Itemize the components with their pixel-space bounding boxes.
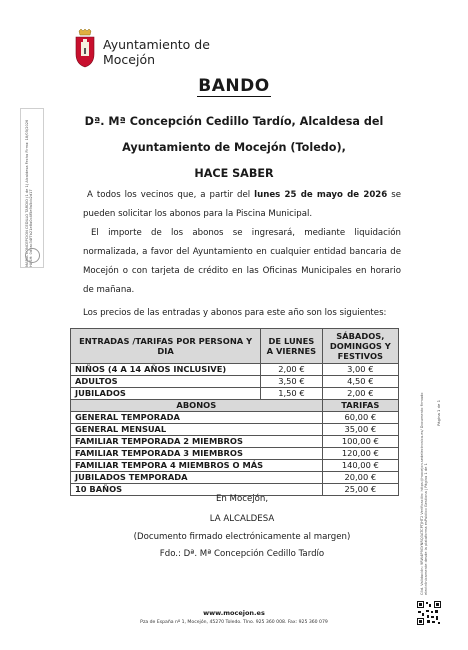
seal-text: MARIA CONCEPCION CEDILLO TARDIO (1 de 1) Alcaldesa Fecha Firma: 18/05/2026 HASH: 0d9ac34f7b21e8a0c4f5e9a5cb2d17: [25, 119, 34, 267]
seal-logo-icon: [25, 248, 40, 263]
abono-label: FAMILIAR TEMPORA 4 MIEMBROS O MÁS: [71, 460, 323, 472]
entry-label: JUBILADOS: [71, 388, 261, 400]
entry-weekday: 1,50 €: [261, 388, 322, 400]
footer-address: Pza de España nº 1, Mocejón, 45270 Toledo. Tlno. 925 360 008. Fax: 925 360 079: [140, 620, 328, 625]
org-name-line2: Mocejón: [103, 52, 156, 67]
closing-place: En Mocejón,: [215, 494, 269, 504]
qr-code-icon: [417, 601, 441, 625]
heading-line2: Ayuntamiento de Mocejón (Toledo),: [122, 141, 346, 154]
entry-weekend: 4,50 €: [322, 376, 398, 388]
closing-role: LA ALCALDESA: [209, 514, 275, 524]
table-row: [71, 388, 399, 400]
abono-price: 25,00 €: [322, 484, 398, 496]
heading-line1: Dª. Mª Concepción Cedillo Tardío, Alcaldesa del: [84, 115, 384, 128]
page-counter: Página 1 de 1: [436, 400, 441, 426]
abono-label: FAMILIAR TEMPORADA 2 MIEMBROS: [71, 436, 323, 448]
abonos-header-row: [71, 400, 399, 412]
header-weekday: DE LUNES A VIERNES: [261, 329, 322, 364]
paragraph-3: Los precios de las entradas y abonos para este año son los siguientes:: [83, 308, 387, 318]
abono-price: 60,00 €: [322, 412, 398, 424]
table-header-row: [71, 329, 399, 364]
verification-text: Cód. Validación: 9RW4P9GYNRQ3ATCPTJHT2 Verificación: https://mocejon.sedelectronica.es/ Documento firmado electrónicamente desde la plataforma esPublico Gestiona | Página 1 de 1: [420, 392, 428, 595]
org-name-line1: Ayuntamiento de: [103, 37, 210, 52]
header-abonos: ABONOS: [71, 400, 323, 412]
header-tarifas: ENTRADAS /TARIFAS POR PERSONA Y DIA: [71, 329, 261, 364]
coat-of-arms-logo: [74, 28, 96, 68]
signature-seal: [20, 108, 44, 268]
table-row: [71, 376, 399, 388]
abono-label: GENERAL TEMPORADA: [71, 412, 323, 424]
entry-weekend: 2,00 €: [322, 388, 398, 400]
table-row: [71, 364, 399, 376]
paragraph-2: El importe de los abonos se ingresará, mediante liquidación normalizada, a favor del Ayuntamiento en cualquier entidad bancaria de Mocejón o con tarjeta de crédito en las Oficinas Municipales en horario de mañana.: [83, 228, 401, 295]
abono-label: 10 BAÑOS: [71, 484, 323, 496]
header-tarifas-price: TARIFAS: [322, 400, 398, 412]
table-row: [71, 472, 399, 484]
abono-price: 120,00 €: [322, 448, 398, 460]
heading-line3: HACE SABER: [194, 167, 274, 180]
header-weekend: SÁBADOS, DOMINGOS Y FESTIVOS: [322, 329, 398, 364]
footer-website[interactable]: www.mocejon.es: [203, 609, 265, 617]
abono-price: 35,00 €: [322, 424, 398, 436]
abono-label: GENERAL MENSUAL: [71, 424, 323, 436]
table-row: [71, 448, 399, 460]
document-title: BANDO: [198, 76, 270, 96]
entry-label: NIÑOS (4 A 14 AÑOS INCLUSIVE): [71, 364, 261, 376]
entry-weekday: 3,50 €: [261, 376, 322, 388]
table-row: [71, 460, 399, 472]
abono-label: JUBILADOS TEMPORADA: [71, 472, 323, 484]
abono-price: 100,00 €: [322, 436, 398, 448]
closing-note: (Documento firmado electrónicamente al margen): [133, 532, 351, 542]
price-table: [70, 328, 399, 496]
table-row: [71, 412, 399, 424]
abono-price: 140,00 €: [322, 460, 398, 472]
paragraph-1: A todos los vecinos que, a partir del lunes 25 de mayo de 2026 se pueden solicitar los abonos para la Piscina Municipal.: [83, 190, 402, 219]
entry-weekend: 3,00 €: [322, 364, 398, 376]
table-row: [71, 424, 399, 436]
abono-label: FAMILIAR TEMPORADA 3 MIEMBROS: [71, 448, 323, 460]
closing-signature: Fdo.: Dª. Mª Concepción Cedillo Tardío: [159, 549, 325, 559]
table-row: [71, 436, 399, 448]
entry-weekday: 2,00 €: [261, 364, 322, 376]
entry-label: ADULTOS: [71, 376, 261, 388]
abono-price: 20,00 €: [322, 472, 398, 484]
